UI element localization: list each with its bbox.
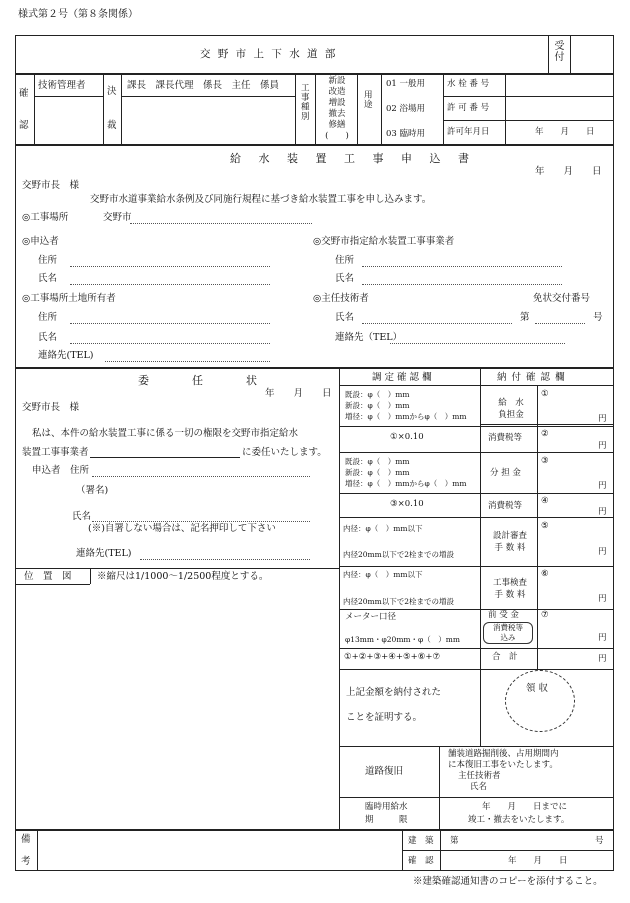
kenchiku-label: 建 築 (408, 836, 434, 846)
owner-address-label: 住所 (38, 312, 58, 323)
meter-no-label: 水 栓 番 号 (447, 79, 490, 89)
proxy-tel-label: 連絡先(TEL) (76, 548, 132, 559)
application-section (15, 145, 614, 368)
receipt-stamp-text: 領 収 (526, 683, 549, 694)
type-kaizo: 改造 (328, 87, 346, 97)
type-shuzen: 修繕 (328, 120, 346, 130)
judgement-sum: ①+②+③+④+⑤+⑥+⑦ (344, 652, 441, 662)
owner-heading: ◎工事場所土地所有者 (22, 293, 116, 304)
judgement-a-new: 新設：φ（ ）mm (345, 401, 410, 410)
pay-no-7: ⑦ (541, 610, 549, 620)
judgement-inner2b: 内径20mm以下で2栓までの増設 (343, 597, 455, 606)
permit-no-label: 許 可 番 号 (447, 103, 490, 113)
type-tekkyo: 撤去 (328, 109, 346, 119)
judgement-meter-bore: メーター口径 (345, 612, 397, 622)
koji-types (319, 76, 355, 142)
judgement-inner1b: 内径20mm以下で2栓までの増設 (343, 550, 455, 559)
pay-tax-label-2: 消費税等 (488, 501, 523, 511)
proxy-address-label: 住所 (70, 465, 90, 476)
owner-name-label: 氏名 (38, 332, 58, 343)
contractor-address-label: 住所 (335, 255, 355, 266)
road-text (448, 749, 559, 793)
road-text-1: 舗装道路掘削後、占用期間内 (448, 749, 559, 759)
license-dai: 第 (520, 312, 530, 323)
judgement-lines-b (345, 456, 466, 489)
contractor-heading: ◎交野市指定給水装置工事事業者 (313, 236, 455, 247)
pay-no-1: ① (541, 389, 549, 399)
proxy-line2b: に委任いたします。 (242, 447, 327, 458)
applicant-name-label: 氏名 (38, 273, 58, 284)
permit-date-label: 許可年月日 (447, 127, 490, 137)
koji-shubetsu-label: 工事種別 (299, 83, 310, 121)
contractor-name-label: 氏名 (335, 273, 355, 284)
judgement-b-existing: 既設：φ（ ）mm (345, 457, 410, 466)
license-go: 号 (593, 312, 603, 323)
usage-03: 03 臨時用 (386, 129, 426, 139)
judgement-b-new: 新設：φ（ ）mm (345, 468, 410, 477)
remarks-go: 号 (595, 836, 604, 846)
pay-yen-1: 円 (598, 414, 607, 424)
location-note: ※縮尺は1/1000～1/2500程度とする。 (97, 571, 269, 582)
proxy-date: 年 月 日 (265, 388, 332, 399)
temp-label2: 期 限 (365, 815, 408, 825)
judgement-a-existing: 既設：φ（ ）mm (345, 390, 410, 399)
road-text-2: に本復旧工事をいたします。 (448, 760, 558, 770)
pay-yen-4: 円 (598, 507, 607, 517)
uketsuke-label: 受付 (552, 40, 563, 62)
road-label: 道路復旧 (365, 766, 404, 777)
remarks-dai: 第 (450, 836, 459, 846)
application-statement: 交野市水道事業給水条例及び同施行規程に基づき給水装置工事を申し込みます。 (90, 194, 432, 205)
road-name: 氏名 (470, 782, 488, 792)
pay-yen-total: 円 (598, 654, 607, 664)
usage-01: 01 一般用 (386, 79, 426, 89)
pay-kyusui-label: 給 水 負担金 (498, 398, 524, 420)
judgement-calc1: ①×0.10 (390, 432, 424, 442)
application-date: 年 月 日 (535, 166, 602, 177)
pay-yen-6: 円 (598, 594, 607, 604)
youto-label: 用途 (362, 90, 373, 109)
pay-bunatan-label: 分 担 金 (490, 468, 521, 478)
judgement-meter-sizes: φ13mm・φ20mm・φ（ ）mm (345, 635, 461, 644)
kakunin-label: 確 認 (408, 856, 434, 866)
kakunin-label-1: 確 (19, 88, 29, 99)
receipt-stamp-circle (505, 670, 575, 732)
temp-text1: 年 月 日までに (482, 802, 568, 812)
pay-tax-label-1: 消費税等 (488, 433, 523, 443)
owner-tel-label: 連絡先(TEL) (38, 350, 94, 361)
kessai-label-2: 裁 (107, 120, 117, 131)
judgement-inner2: 内径：φ（ ）mm以下 (343, 570, 423, 579)
proxy-name-label: 氏名 (72, 511, 92, 522)
temp-text2: 竣工・撤去をいたします。 (468, 815, 570, 825)
pay-yen-2: 円 (598, 441, 607, 451)
license-label: 免状交付番号 (533, 293, 591, 304)
chief-name-label: 氏名 (335, 312, 355, 323)
kessai-label-1: 決 (107, 86, 117, 97)
judgement-b-increase: 増径：φ（ ）mmからφ（ ）mm (345, 479, 467, 488)
proxy-to: 交野市長 様 (22, 402, 80, 413)
usage-02: 02 浴場用 (386, 104, 426, 114)
chief-heading: ◎主任技術者 (313, 293, 369, 304)
type-zosetsu: 増設 (328, 98, 346, 108)
remarks-label-1: 備 (21, 834, 31, 845)
applicant-heading: ◎申込者 (22, 236, 59, 247)
gijutsu-label: 技術管理者 (38, 80, 86, 91)
kakunin-label-2: 認 (19, 120, 29, 131)
site-label: ◎工事場所 (22, 212, 69, 223)
pay-advance-label: 前 受 金 (488, 610, 519, 620)
roles-label: 課長 課長代理 係長 主任 係員 (127, 80, 280, 91)
footer-note: ※建築確認通知書のコピーを添付すること。 (413, 876, 603, 887)
pay-design-label: 設計審査 手 数 料 (492, 531, 527, 553)
proxy-line2a: 装置工事事業者 (22, 447, 89, 458)
proxy-line1: 私は、本件の給水装置工事に係る一切の権限を交野市指定給水 (32, 428, 299, 439)
type-other: ( ) (325, 131, 349, 141)
application-to: 交野市長 様 (22, 180, 80, 191)
pay-inspect-label: 工事検査 手 数 料 (492, 578, 527, 600)
pay-no-3: ③ (541, 456, 549, 466)
proxy-signature: （署名) (76, 485, 109, 496)
application-title: 給 水 装 置 工 事 申 込 書 (230, 152, 476, 165)
payment-title: 納 付 確 認 欄 (497, 372, 566, 383)
proxy-title: 委 任 状 (138, 374, 264, 387)
pay-yen-5: 円 (598, 547, 607, 557)
temp-label1: 臨時用給水 (365, 802, 408, 812)
remarks-label-2: 考 (21, 856, 31, 867)
judgement-inner1: 内径：φ（ ）mm以下 (343, 524, 423, 533)
proxy-applicant: 申込者 (32, 465, 61, 476)
judgement-calc2: ③×0.10 (390, 499, 424, 509)
certificate-line1: 上記金額を納付された (346, 687, 442, 698)
pay-no-2: ② (541, 429, 549, 439)
type-shinsetsu: 新設 (328, 76, 346, 86)
pay-yen-7: 円 (598, 633, 607, 643)
site-value[interactable]: 交野市 (103, 212, 132, 223)
form-label: 様式第２号（第８条関係） (18, 9, 138, 20)
proxy-note: (※)自署しない場合は、記名押印して下さい (88, 523, 276, 534)
certificate-line2: ことを証明する。 (346, 712, 423, 723)
pay-total-label: 合 計 (492, 652, 518, 662)
chief-tel-label: 連絡先（TEL） (335, 332, 403, 343)
judgement-title: 調 定 確 認 欄 (372, 372, 432, 383)
judgement-lines-a (345, 389, 466, 422)
pay-no-4: ④ (541, 496, 549, 506)
pay-no-6: ⑥ (541, 569, 549, 579)
location-label: 位 置 図 (24, 571, 72, 582)
remarks-date: 年 月 日 (508, 856, 568, 866)
tax-included-text: 消費税等 込み (493, 623, 523, 642)
applicant-address-label: 住所 (38, 255, 58, 266)
pay-no-5: ⑤ (541, 521, 549, 531)
pay-yen-3: 円 (598, 481, 607, 491)
permit-date-fields: 年 月 日 (535, 127, 595, 137)
road-chief: 主任技術者 (458, 771, 501, 781)
department-name: 交 野 市 上 下 水 道 部 (200, 48, 338, 60)
judgement-a-increase: 増径：φ（ ）mmからφ（ ）mm (345, 412, 467, 421)
